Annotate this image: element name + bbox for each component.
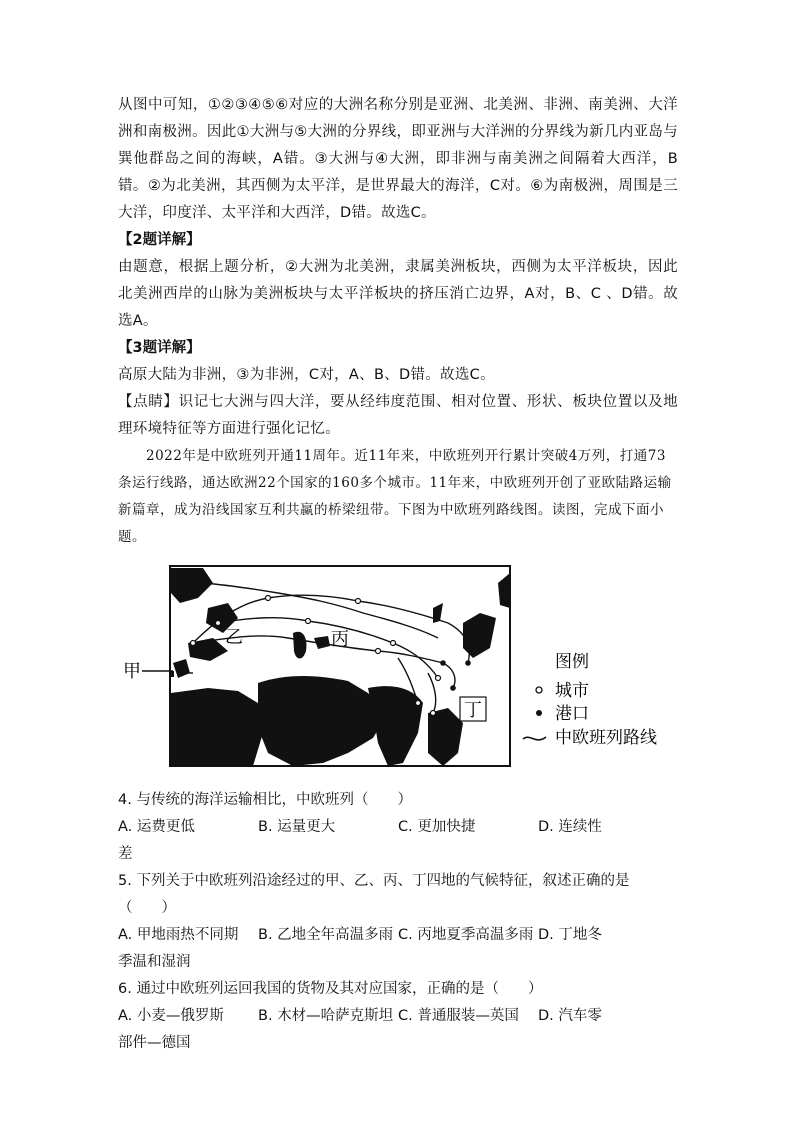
legend-city-symbol	[536, 687, 542, 693]
china-europe-railway-map	[118, 563, 678, 773]
port-marker	[440, 660, 446, 666]
city-marker	[216, 621, 221, 626]
option-c[interactable]: C. 丙地夏季高温多雨	[398, 927, 534, 943]
label-ding: 丁	[464, 700, 482, 721]
option-c[interactable]: C. 更加快捷	[398, 819, 476, 835]
question-4-options	[118, 814, 678, 841]
tip-paragraph: 【点睛】识记七大洲与四大洋，要从经纬度范围、相对位置、形状、板块位置以及地理环境特征等方面进行强化记忆。	[118, 394, 678, 437]
option-d-continuation: 部件—德国	[118, 1035, 191, 1051]
city-marker	[376, 649, 381, 654]
analysis-paragraph-1: 从图中可知，①②③④⑤⑥对应的大洲名称分别是亚洲、北美洲、非洲、南美洲、大洋洲和南极洲。因此①大洲与⑤大洲的分界线，即亚洲与大洋洲的分界线为新几内亚岛与巽他群岛之间的海峡，A错。③大洲与④大洲，即非洲与南美洲之间隔着大西洋，B错。②为北美洲，其西侧为太平洋，是世界最大的海洋，C对。⑥为南极洲，周围是三大洋，印度洋、太平洋和大西洋，D错。故选C。	[118, 97, 678, 221]
heading-q3-analysis: 【3题详解】	[118, 340, 201, 356]
city-marker	[436, 676, 441, 681]
option-a[interactable]: A. 甲地雨热不同期	[118, 927, 239, 943]
option-b[interactable]: B. 运量更大	[258, 819, 336, 835]
option-d[interactable]: D. 连续性	[538, 819, 602, 835]
legend-port-symbol	[536, 710, 542, 716]
label-yi: 乙	[225, 627, 243, 648]
city-marker	[191, 641, 196, 646]
city-marker	[416, 701, 421, 706]
question-5-stem: 5. 下列关于中欧班列沿途经过的甲、乙、丙、丁四地的气候特征，叙述正确的是（ ）	[118, 873, 630, 916]
city-marker	[356, 599, 361, 604]
intro-paragraph: 2022年是中欧班列开通11周年。近11年来，中欧班列开行累计突破4万列，打通73条运行线路，通达欧洲22个国家的160多个城市。11年来，中欧班列开创了亚欧陆路运输新篇章，成为沿线国家互利共赢的桥梁纽带。下图为中欧班列路线图。读图，完成下面小题。	[118, 448, 672, 545]
option-b[interactable]: B. 木材—哈萨克斯坦	[258, 1008, 394, 1024]
document-page	[118, 92, 678, 1057]
question-4-stem: 4. 与传统的海洋运输相比，中欧班列（ ）	[118, 792, 412, 808]
analysis-paragraph-2: 由题意，根据上题分析，②大洲为北美洲，隶属美洲板块，西侧为太平洋板块，因此北美洲西岸的山脉为美洲板块与太平洋板块的挤压消亡边界，A对，B、C 、D错。故选A。	[118, 259, 678, 329]
label-jia: 甲	[123, 661, 141, 682]
question-6-stem: 6. 通过中欧班列运回我国的货物及其对应国家，正确的是（ ）	[118, 981, 543, 997]
map-figure	[118, 563, 678, 773]
analysis-paragraph-3: 高原大陆为非洲，③为非洲，C对，A、B、D错。故选C。	[118, 367, 495, 383]
legend-port-label: 港口	[555, 704, 589, 724]
legend-title: 图例	[555, 652, 589, 672]
port-marker	[450, 685, 456, 691]
question-5-options	[118, 922, 678, 949]
option-b[interactable]: B. 乙地全年高温多雨	[258, 927, 394, 943]
option-d[interactable]: D. 汽车零	[538, 1008, 602, 1024]
option-a[interactable]: A. 小麦—俄罗斯	[118, 1008, 224, 1024]
legend-route-symbol	[523, 737, 546, 740]
city-marker	[306, 619, 311, 624]
label-jia-arrowhead	[170, 671, 174, 677]
question-6-options	[118, 1003, 678, 1030]
option-d-continuation: 季温和湿润	[118, 954, 191, 970]
question-list	[118, 787, 678, 1057]
heading-q2-analysis: 【2题详解】	[118, 232, 201, 248]
city-marker	[391, 641, 396, 646]
port-marker	[465, 660, 471, 666]
option-a[interactable]: A. 运费更低	[118, 819, 195, 835]
legend-route-label: 中欧班列路线	[555, 728, 657, 748]
option-d-continuation: 差	[118, 846, 133, 862]
option-d[interactable]: D. 丁地冬	[538, 927, 602, 943]
option-c[interactable]: C. 普通服装—英国	[398, 1008, 519, 1024]
city-marker	[266, 596, 271, 601]
legend-city-label: 城市	[555, 681, 589, 701]
label-bing: 丙	[331, 629, 349, 650]
city-marker	[431, 711, 436, 716]
